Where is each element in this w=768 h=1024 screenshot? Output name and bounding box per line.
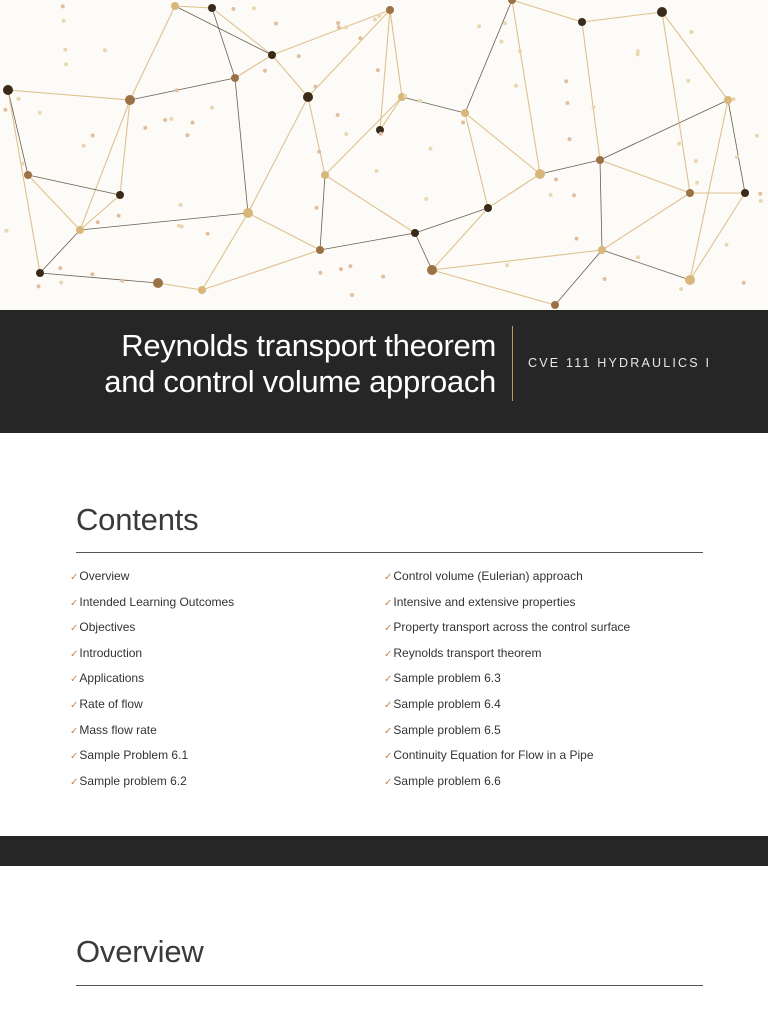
- network-dot: [337, 25, 341, 29]
- network-dot: [336, 113, 340, 117]
- network-dot: [62, 19, 66, 23]
- network-node: [3, 85, 13, 95]
- checkmark-icon: ✓: [70, 674, 79, 686]
- network-dot: [5, 229, 9, 233]
- network-dot: [758, 192, 762, 196]
- network-node: [321, 171, 329, 179]
- network-node: [386, 6, 394, 14]
- network-edge: [600, 160, 602, 250]
- toc-right-item-label: Property transport across the control surface: [393, 620, 631, 635]
- network-edge: [175, 6, 212, 8]
- network-edge: [600, 160, 690, 193]
- network-dot: [348, 264, 352, 268]
- network-edge: [488, 174, 540, 208]
- checkmark-icon: ✓: [384, 648, 393, 660]
- checkmark-icon: ✓: [70, 725, 79, 737]
- network-edge: [272, 55, 308, 97]
- toc-left-item: [70, 617, 234, 643]
- checkmark-icon: ✓: [70, 572, 79, 583]
- network-dot: [58, 266, 62, 270]
- network-edge: [465, 113, 488, 208]
- course-label: CVE 111 HYDRAULICS I: [528, 356, 712, 370]
- network-dot: [336, 21, 340, 25]
- document-title-line-2: and control volume approach: [104, 364, 496, 399]
- network-dot: [554, 177, 558, 181]
- network-node: [243, 208, 253, 218]
- network-node: [76, 226, 84, 234]
- network-dot: [677, 142, 681, 146]
- network-dot: [177, 224, 181, 228]
- toc-left-item-label: Overview: [79, 569, 130, 583]
- network-dot: [210, 106, 214, 110]
- network-node: [268, 51, 276, 59]
- network-edge: [212, 8, 272, 55]
- network-dot: [297, 54, 301, 58]
- network-node: [657, 7, 667, 17]
- toc-right-item-label: Reynolds transport theorem: [393, 645, 542, 660]
- network-edge: [8, 90, 28, 175]
- network-dot: [175, 88, 179, 92]
- network-dot: [695, 181, 699, 185]
- network-dot: [575, 237, 579, 241]
- network-dot: [518, 49, 522, 53]
- network-edge: [390, 10, 402, 97]
- network-edge: [320, 233, 415, 250]
- network-edge: [175, 6, 272, 55]
- toc-right-item: [384, 668, 630, 694]
- network-dot: [725, 243, 729, 247]
- network-edge: [212, 8, 235, 78]
- network-edge: [512, 0, 582, 22]
- network-edge: [130, 78, 235, 100]
- section-separator-band: [0, 836, 768, 866]
- network-node: [116, 191, 124, 199]
- network-dot: [344, 132, 348, 136]
- network-dot: [373, 18, 377, 22]
- network-dot: [375, 169, 379, 173]
- network-dot: [742, 281, 746, 285]
- toc-left-item: [70, 566, 234, 592]
- network-edge: [602, 193, 690, 250]
- network-node: [551, 301, 559, 309]
- network-dot: [169, 117, 173, 121]
- network-edge: [602, 250, 690, 280]
- network-dot: [686, 79, 690, 83]
- network-edge: [80, 213, 248, 230]
- network-dot: [20, 162, 24, 166]
- network-dot: [679, 287, 683, 291]
- network-edge: [662, 12, 728, 100]
- toc-left-item-label: Mass flow rate: [79, 722, 157, 737]
- network-edge: [465, 113, 540, 174]
- network-edge: [202, 213, 248, 290]
- document-title: [16, 328, 496, 400]
- toc-left-item: [70, 643, 234, 669]
- network-edge: [28, 175, 120, 195]
- toc-left-item-label: Objectives: [79, 620, 136, 635]
- network-dot: [603, 277, 607, 281]
- toc-left-item-label: Sample problem 6.2: [79, 773, 187, 788]
- checkmark-icon: ✓: [384, 597, 393, 609]
- network-dot: [376, 68, 380, 72]
- network-dot: [505, 263, 509, 267]
- network-dot: [103, 48, 107, 52]
- network-dot: [143, 126, 147, 130]
- title-banner: [0, 310, 768, 433]
- network-edge: [248, 213, 320, 250]
- network-edge: [235, 55, 272, 78]
- network-edge: [308, 97, 325, 175]
- network-dot: [339, 267, 343, 271]
- network-dot: [381, 275, 385, 279]
- network-graphic: [0, 0, 768, 310]
- network-edge: [380, 97, 402, 130]
- network-node: [427, 265, 437, 275]
- network-dot: [732, 97, 736, 101]
- network-edge: [582, 22, 600, 160]
- network-edge: [235, 78, 248, 213]
- network-dot: [572, 193, 576, 197]
- network-node: [208, 4, 216, 12]
- network-dot: [379, 132, 383, 136]
- network-edge: [320, 175, 325, 250]
- network-dot: [120, 279, 124, 283]
- network-node: [316, 246, 324, 254]
- checkmark-icon: ✓: [384, 776, 393, 788]
- toc-left-item-label: Sample Problem 6.1: [79, 748, 189, 763]
- network-edge: [272, 10, 390, 55]
- network-node: [24, 171, 32, 179]
- network-node: [461, 109, 469, 117]
- network-dot: [64, 62, 68, 66]
- network-dot: [252, 6, 256, 10]
- network-dot: [90, 272, 94, 276]
- network-edge: [325, 175, 415, 233]
- toc-right-item-label: Continuity Equation for Flow in a Pipe: [393, 748, 594, 763]
- network-dot: [565, 101, 569, 105]
- network-dot: [274, 22, 278, 26]
- network-node: [685, 275, 695, 285]
- network-dot: [636, 255, 640, 259]
- network-dot: [206, 232, 210, 236]
- checkmark-icon: ✓: [384, 699, 393, 711]
- checkmark-icon: ✓: [384, 751, 393, 763]
- network-dot: [694, 159, 698, 163]
- network-dot: [418, 99, 422, 103]
- network-dot: [503, 21, 507, 25]
- checkmark-icon: ✓: [384, 572, 393, 583]
- network-dot: [424, 197, 428, 201]
- network-edge: [662, 12, 690, 193]
- network-dot: [314, 85, 318, 89]
- network-dot: [315, 206, 319, 210]
- network-node: [686, 189, 694, 197]
- network-dot: [59, 281, 63, 285]
- network-node: [125, 95, 135, 105]
- network-dot: [17, 97, 21, 101]
- network-dot: [179, 203, 183, 207]
- network-edge: [582, 12, 662, 22]
- toc-right-item: [384, 720, 630, 746]
- network-edge: [402, 97, 465, 113]
- toc-right-item: [384, 592, 630, 618]
- toc-right-item-label: Sample problem 6.6: [393, 773, 501, 788]
- network-edge: [325, 97, 402, 175]
- network-dot: [61, 4, 65, 8]
- checkmark-icon: ✓: [70, 751, 79, 763]
- network-dot: [96, 220, 100, 224]
- toc-right-item-label: Sample problem 6.5: [393, 722, 501, 737]
- toc-left-item-label: Introduction: [79, 645, 143, 660]
- toc-left-item: [70, 745, 234, 771]
- contents-list-right: [384, 566, 630, 796]
- toc-right-item-label: Control volume (Eulerian) approach: [393, 569, 583, 583]
- network-node: [724, 96, 732, 104]
- network-dot: [3, 108, 7, 112]
- network-node: [153, 278, 163, 288]
- network-dot: [317, 150, 321, 154]
- checkmark-icon: ✓: [70, 597, 79, 609]
- network-node: [508, 0, 516, 4]
- network-node: [741, 189, 749, 197]
- network-edge: [158, 283, 202, 290]
- toc-right-item-label: Sample problem 6.4: [393, 696, 501, 711]
- network-dot: [759, 199, 763, 203]
- network-node: [231, 74, 239, 82]
- network-dot: [63, 48, 67, 52]
- checkmark-icon: ✓: [70, 699, 79, 711]
- network-edge: [40, 273, 158, 283]
- toc-left-item-label: Rate of flow: [79, 696, 143, 711]
- network-node: [596, 156, 604, 164]
- network-dot: [549, 193, 553, 197]
- network-dot: [592, 105, 596, 109]
- network-edge: [80, 100, 130, 230]
- toc-left-item: [70, 668, 234, 694]
- network-dot: [263, 69, 267, 73]
- network-edge: [432, 270, 555, 305]
- network-edge: [555, 250, 602, 305]
- contents-rule: [76, 552, 703, 553]
- network-dot: [358, 36, 362, 40]
- document-title-line-1: Reynolds transport theorem: [121, 328, 496, 363]
- network-dot: [461, 121, 465, 125]
- network-edge: [728, 100, 745, 193]
- network-dot: [477, 24, 481, 28]
- toc-left-item: [70, 720, 234, 746]
- network-dot: [499, 40, 503, 44]
- network-node: [598, 246, 606, 254]
- toc-left-item-label: Intended Learning Outcomes: [79, 594, 235, 609]
- network-node: [303, 92, 313, 102]
- network-dot: [428, 147, 432, 151]
- network-dot: [377, 14, 381, 18]
- network-dot: [514, 84, 518, 88]
- network-dot: [564, 79, 568, 83]
- network-dot: [350, 293, 354, 297]
- network-edge: [540, 160, 600, 174]
- network-node: [36, 269, 44, 277]
- checkmark-icon: ✓: [384, 725, 393, 737]
- network-node: [578, 18, 586, 26]
- network-edge: [690, 100, 728, 280]
- network-dot: [38, 111, 42, 115]
- checkmark-icon: ✓: [384, 623, 393, 635]
- toc-right-item: [384, 566, 630, 592]
- checkmark-icon: ✓: [70, 648, 79, 660]
- toc-right-item: [384, 694, 630, 720]
- banner-divider: [512, 326, 513, 401]
- network-edge: [308, 10, 390, 97]
- checkmark-icon: ✓: [70, 776, 79, 788]
- contents-list-left: [70, 566, 234, 796]
- overview-heading: Overview: [76, 934, 204, 969]
- network-edge: [8, 90, 130, 100]
- network-edge: [80, 195, 120, 230]
- contents-heading: Contents: [76, 502, 199, 537]
- network-dot: [755, 134, 759, 138]
- toc-right-item: [384, 745, 630, 771]
- toc-left-item: [70, 592, 234, 618]
- toc-right-item: [384, 771, 630, 797]
- network-dot: [689, 30, 693, 34]
- network-edge: [465, 0, 512, 113]
- network-dot: [232, 7, 236, 11]
- network-dot: [82, 144, 86, 148]
- toc-right-item: [384, 617, 630, 643]
- network-node: [535, 169, 545, 179]
- network-edge: [130, 6, 175, 100]
- network-edge: [28, 175, 80, 230]
- toc-right-item: [384, 643, 630, 669]
- network-node: [198, 286, 206, 294]
- network-node: [484, 204, 492, 212]
- network-dot: [191, 121, 195, 125]
- overview-rule: [76, 985, 703, 986]
- toc-left-item: [70, 694, 234, 720]
- network-edge: [415, 233, 432, 270]
- network-edge: [380, 10, 390, 130]
- checkmark-icon: ✓: [70, 623, 79, 635]
- network-edge: [248, 97, 308, 213]
- network-edge: [600, 100, 728, 160]
- network-dot: [163, 118, 167, 122]
- network-dot: [37, 284, 41, 288]
- checkmark-icon: ✓: [384, 674, 393, 686]
- network-dot: [636, 52, 640, 56]
- toc-left-item-label: Applications: [79, 671, 145, 686]
- network-node: [411, 229, 419, 237]
- hero-network-image: [0, 0, 768, 310]
- network-edge: [690, 193, 745, 280]
- network-dot: [91, 134, 95, 138]
- network-dot: [117, 214, 121, 218]
- toc-right-item-label: Intensive and extensive properties: [393, 594, 576, 609]
- network-dot: [735, 155, 739, 159]
- network-dot: [568, 137, 572, 141]
- network-node: [171, 2, 179, 10]
- network-dot: [318, 271, 322, 275]
- toc-right-item-label: Sample problem 6.3: [393, 671, 501, 686]
- toc-left-item: [70, 771, 234, 797]
- network-edge: [432, 250, 602, 270]
- network-edge: [202, 250, 320, 290]
- network-dot: [185, 133, 189, 137]
- network-edge: [8, 90, 40, 273]
- network-dot: [403, 94, 407, 98]
- network-dot: [344, 26, 348, 30]
